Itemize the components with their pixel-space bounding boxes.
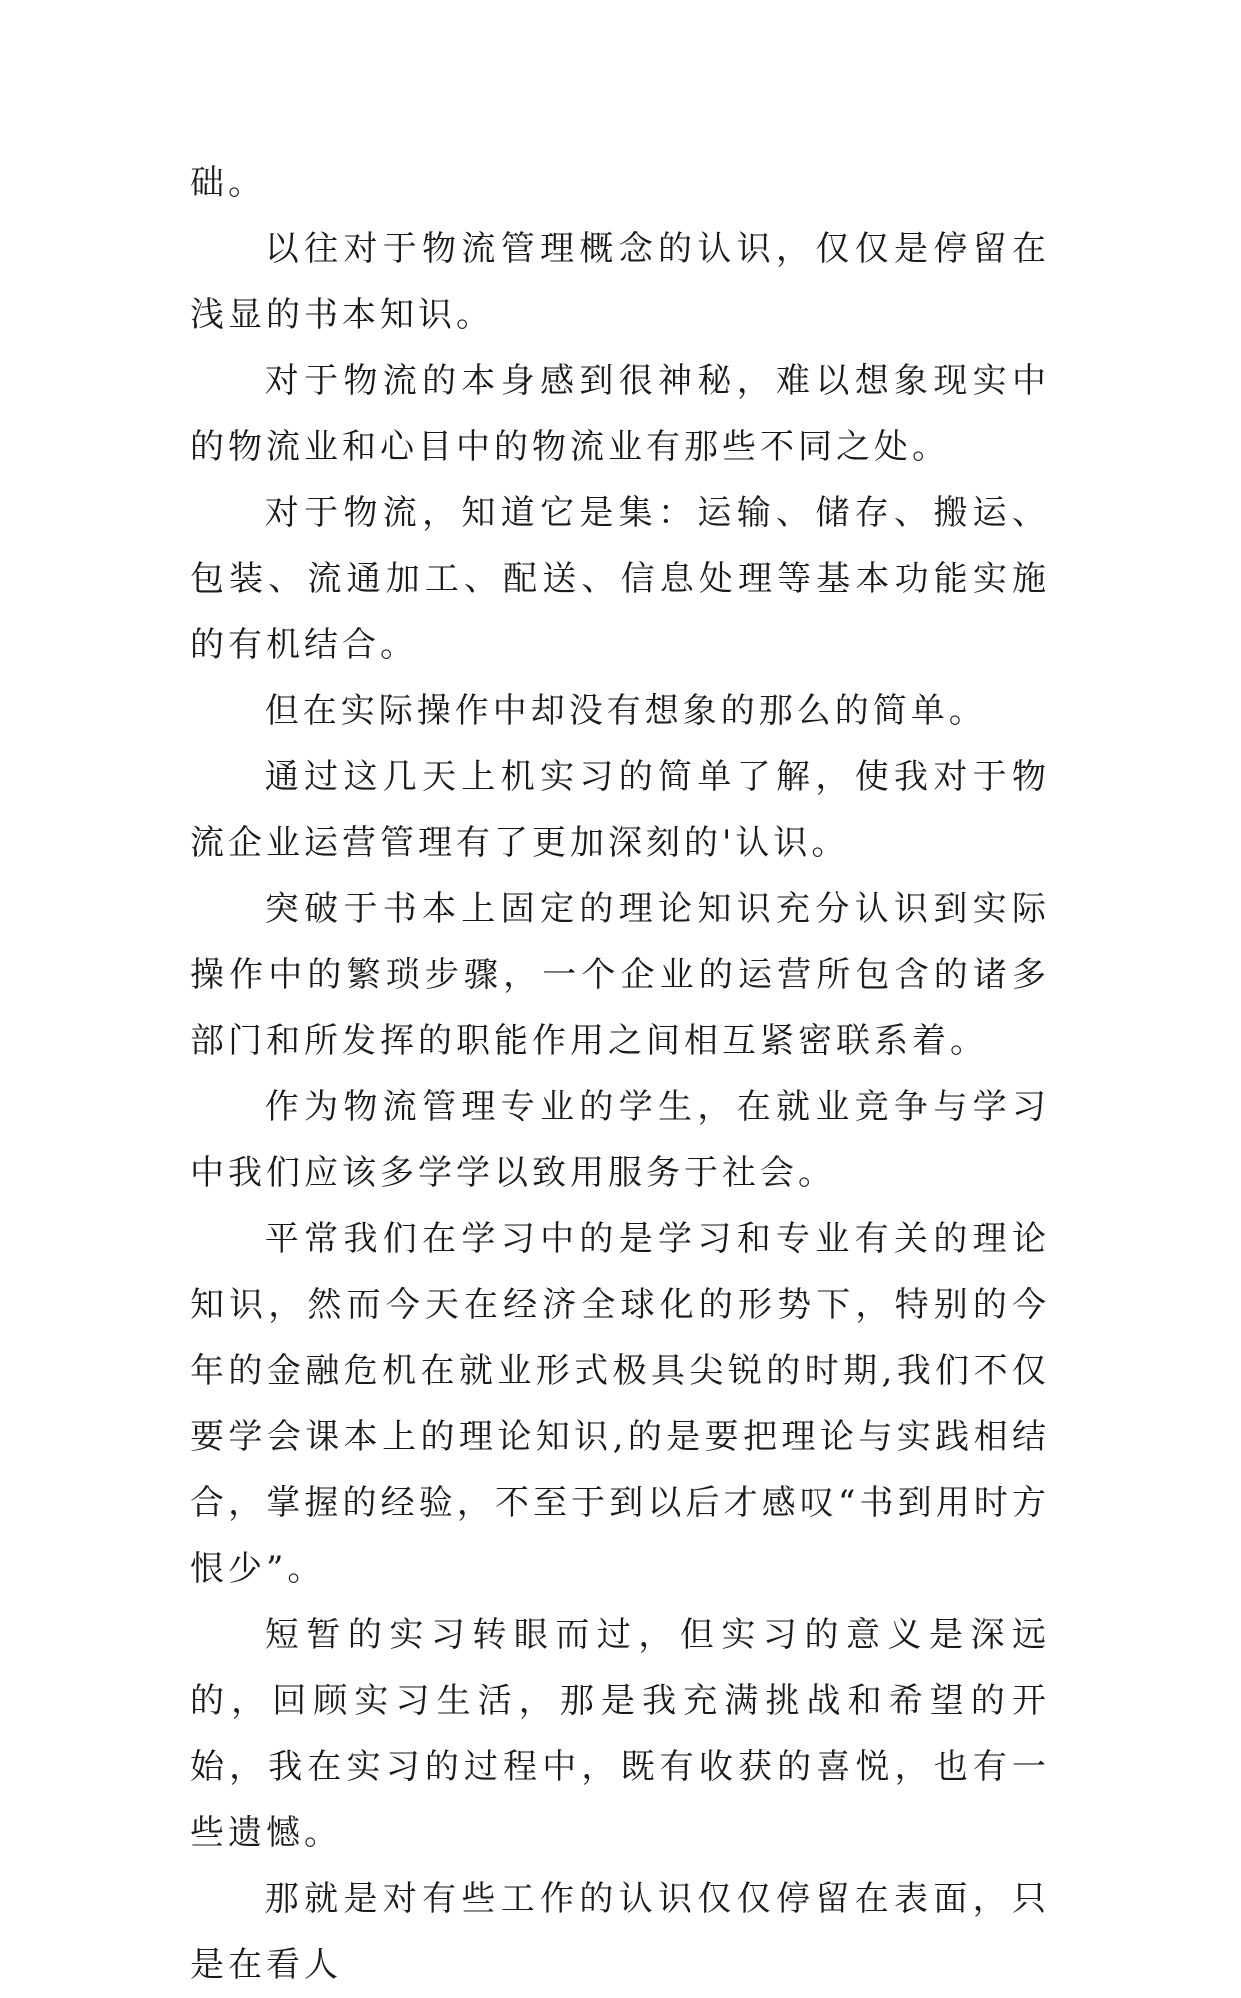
paragraph: 短暂的实习转眼而过，但实习的意义是深远的，回顾实习生活，那是我充满挑战和希望的开始，我在实习的过程中，既有收获的喜悦，也有一些遗憾。 [190, 1615, 1050, 1853]
paragraph: 础。 [190, 163, 266, 203]
document-page [190, 150, 1050, 1998]
paragraph: 对于物流的本身感到很神秘，难以想象现实中的物流业和心目中的物流业有那些不同之处。 [190, 361, 1050, 467]
paragraph: 突破于书本上固定的理论知识充分认识到实际操作中的繁琐步骤，一个企业的运营所包含的诸多部门和所发挥的职能作用之间相互紧密联系着。 [190, 889, 1050, 1061]
paragraph: 那就是对有些工作的认识仅仅停留在表面，只是在看人 [190, 1879, 1050, 1985]
paragraph: 平常我们在学习中的是学习和专业有关的理论知识，然而今天在经济全球化的形势下，特别的今年的金融危机在就业形式极具尖锐的时期,我们不仅要学会课本上的理论知识,的是要把理论与实践相结合，掌握的经验，不至于到以后才感叹“书到用时方恨少”。 [190, 1219, 1050, 1589]
paragraph: 但在实际操作中却没有想象的那么的简单。 [264, 691, 987, 731]
paragraph: 作为物流管理专业的学生，在就业竞争与学习中我们应该多学学以致用服务于社会。 [190, 1087, 1050, 1193]
paragraph: 对于物流，知道它是集：运输、储存、搬运、包装、流通加工、配送、信息处理等基本功能实施的有机结合。 [190, 493, 1050, 665]
paragraph: 以往对于物流管理概念的认识，仅仅是停留在浅显的书本知识。 [190, 229, 1050, 335]
paragraph: 通过这几天上机实习的简单了解，使我对于物流企业运营管理有了更加深刻的'认识。 [190, 757, 1050, 863]
